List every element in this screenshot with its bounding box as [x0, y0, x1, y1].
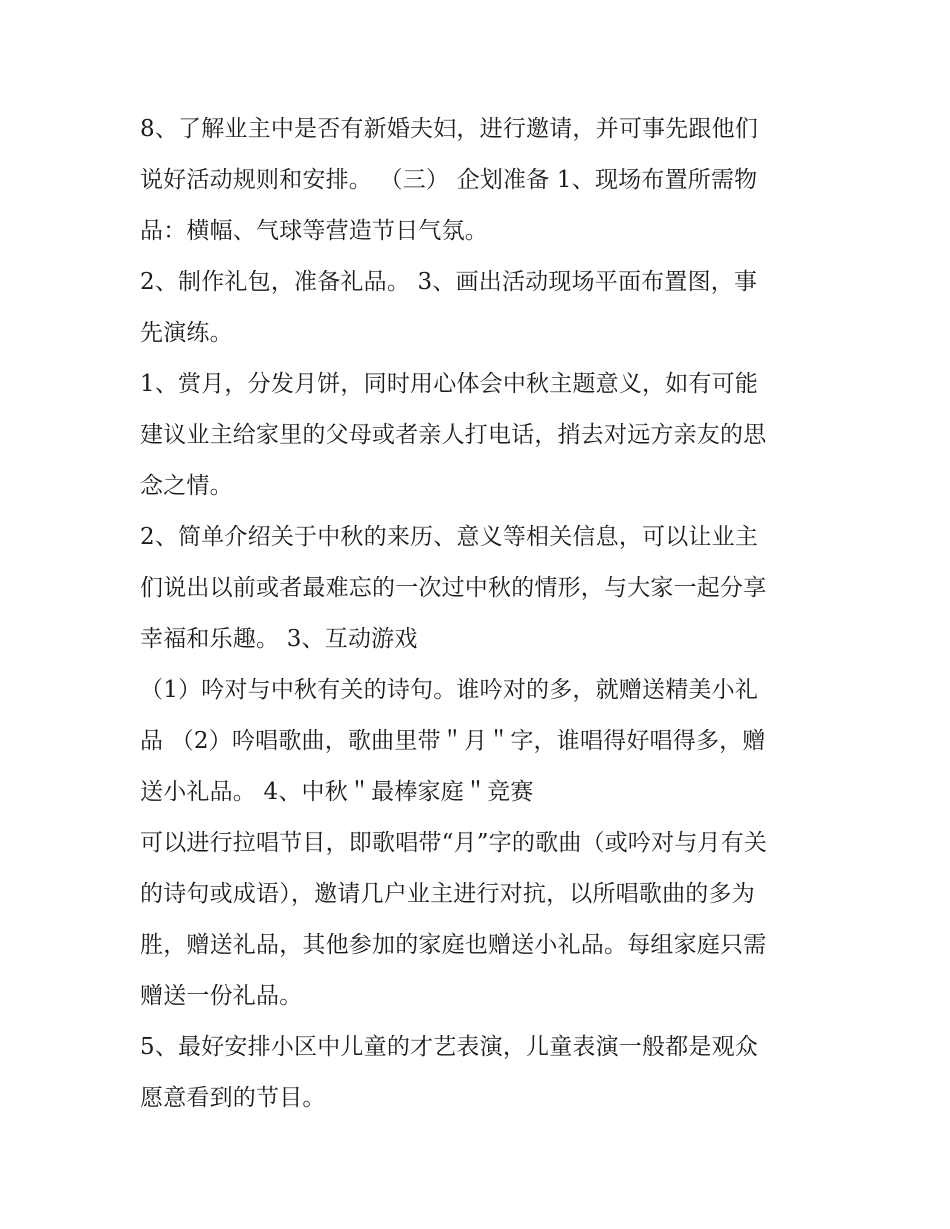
text-line: 们说出以前或者最难忘的一次过中秋的情形，与大家一起分享: [140, 575, 767, 601]
text-line: 8、了解业主中是否有新婚夫妇，进行邀请，并可事先跟他们: [140, 116, 759, 142]
text-line: 幸福和乐趣。 3、互动游戏: [140, 626, 418, 652]
text-line: 愿意看到的节目。: [140, 1085, 326, 1111]
text-line: 胜，赠送礼品，其他参加的家庭也赠送小礼品。每组家庭只需: [140, 932, 767, 958]
paragraph-poetry-song-games: [140, 665, 820, 818]
paragraph-gift-preparation: [140, 257, 820, 359]
text-line: 赠送一份礼品。: [140, 983, 303, 1009]
paragraph-moon-viewing: [140, 359, 820, 512]
text-line: 建议业主给家里的父母或者亲人打电话，捎去对远方亲友的思: [140, 422, 767, 448]
paragraph-festival-history: [140, 512, 820, 665]
text-line: 说好活动规则和安排。 （三） 企划准备 1、现场布置所需物: [140, 167, 758, 193]
text-line: 念之情。: [140, 473, 233, 499]
text-line: 2、简单介绍关于中秋的来历、意义等相关信息，可以让业主: [140, 524, 759, 550]
text-line: 先演练。: [140, 320, 233, 346]
paragraph-children-performance: [140, 1022, 820, 1124]
paragraph-singing-contest: [140, 818, 820, 1022]
text-line: 1、赏月，分发月饼，同时用心体会中秋主题意义，如有可能: [140, 371, 759, 397]
text-line: 5、最好安排小区中儿童的才艺表演，儿童表演一般都是观众: [140, 1034, 759, 1060]
text-line: （1）吟对与中秋有关的诗句。谁吟对的多，就赠送精美小礼: [140, 677, 759, 703]
text-line: 的诗句或成语），邀请几户业主进行对抗，以所唱歌曲的多为: [140, 881, 755, 907]
text-line: 品 （2）吟唱歌曲，歌曲里带＂月＂字，谁唱得好唱得多，赠: [140, 728, 766, 754]
text-line: 2、制作礼包，准备礼品。 3、画出活动现场平面布置图，事: [140, 269, 758, 295]
text-line: 可以进行拉唱节目，即歌唱带“月”字的歌曲（或吟对与月有关: [140, 830, 768, 856]
paragraph-newlywed-invitation: [140, 104, 820, 257]
text-line: 品：横幅、气球等营造节日气氛。: [140, 218, 488, 244]
document-body: [140, 104, 820, 1124]
text-line: 送小礼品。 4、中秋＂最棒家庭＂竞赛: [140, 779, 534, 805]
